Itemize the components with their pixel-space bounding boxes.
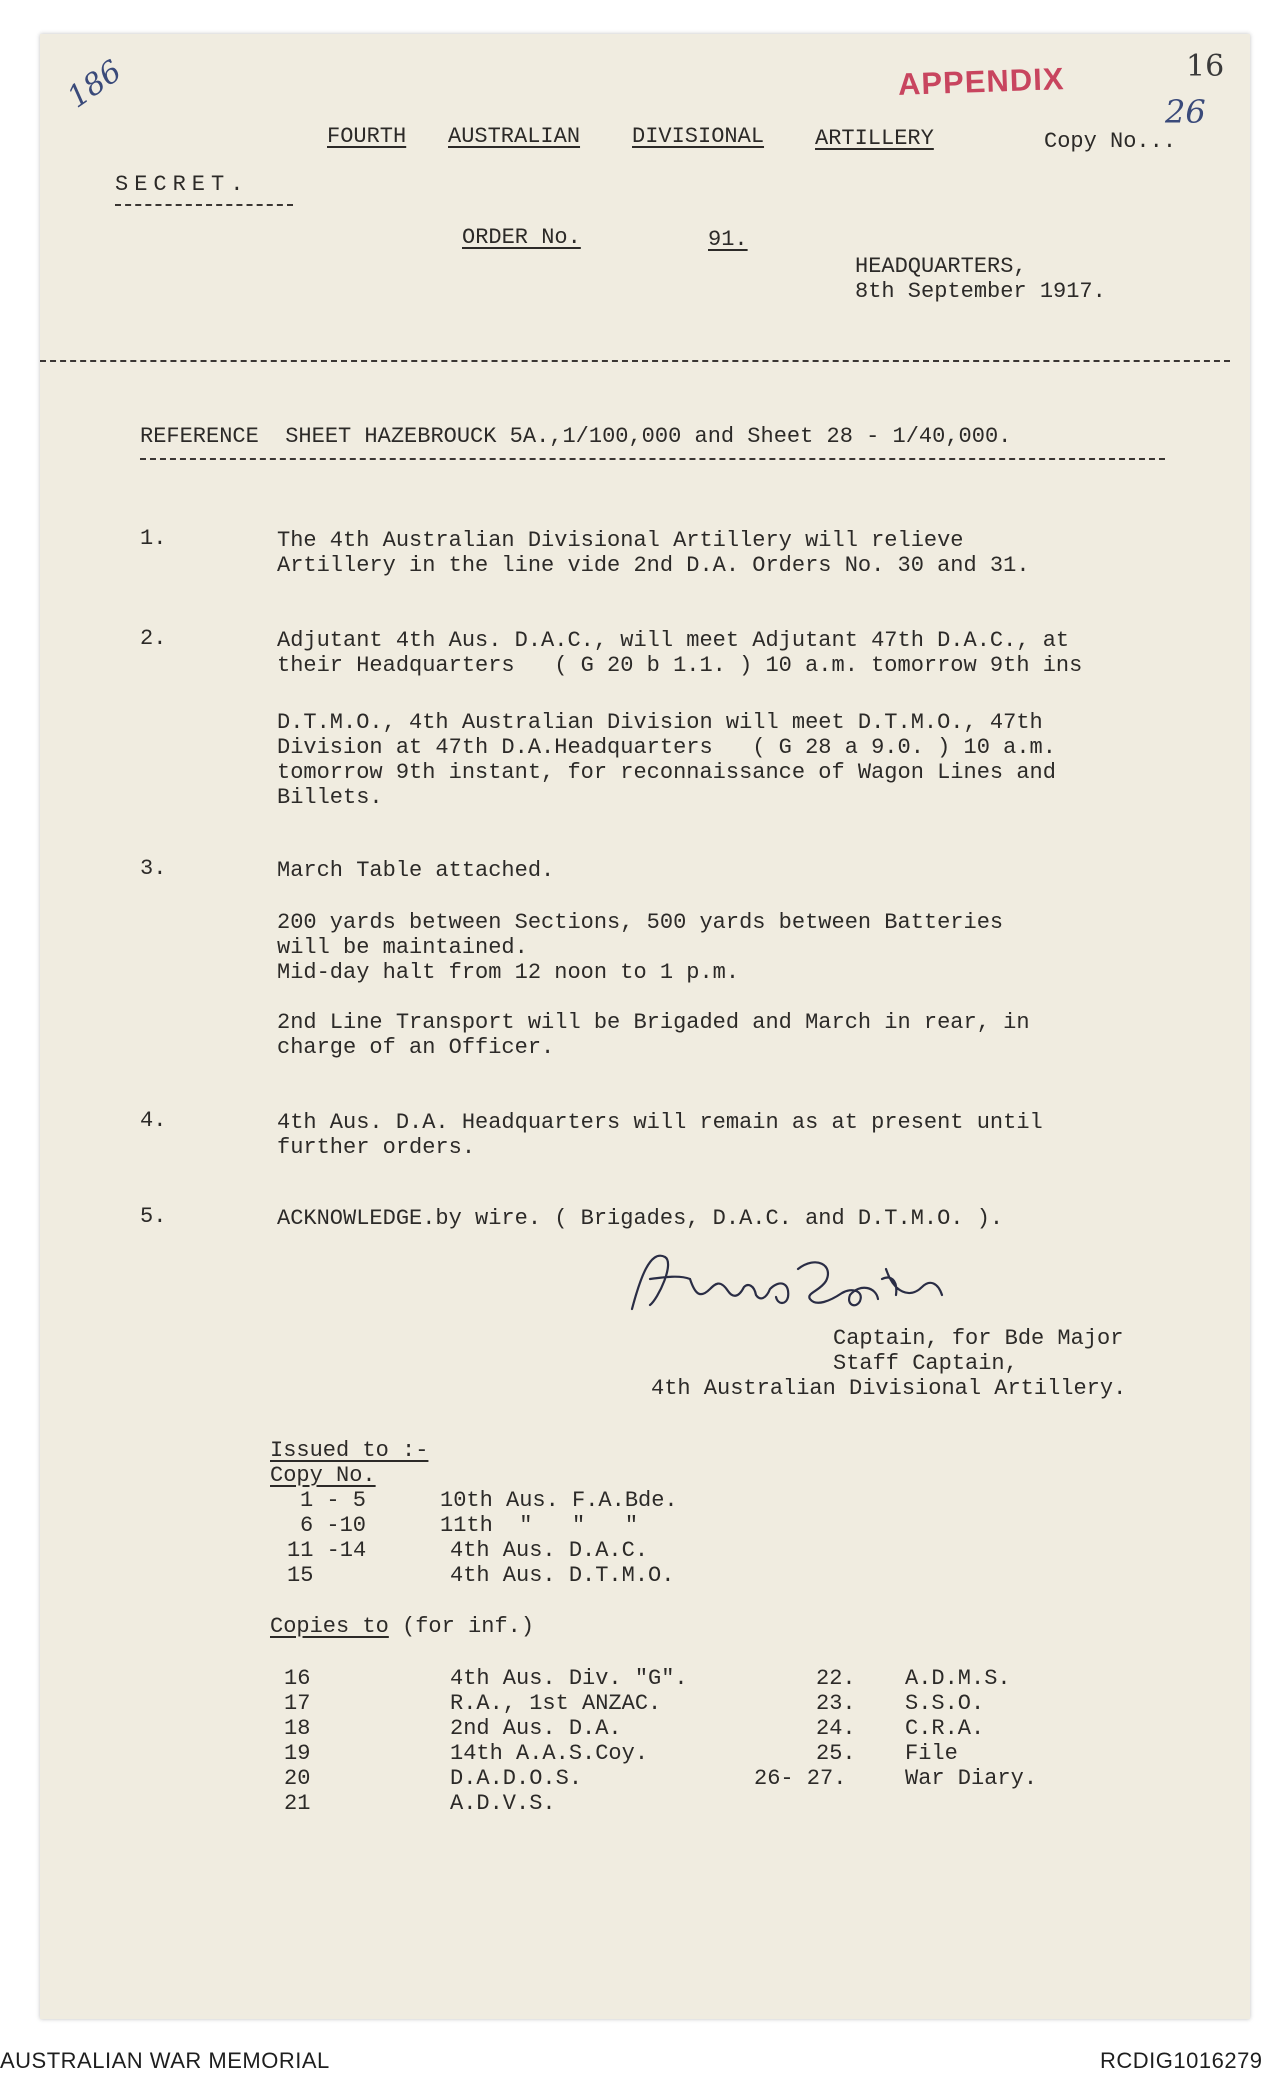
- issued-copy-no: 1 - 5: [300, 1488, 367, 1513]
- issued-subheading: Copy No.: [270, 1463, 376, 1488]
- paragraph-line: further orders.: [277, 1135, 476, 1160]
- copies-heading: [270, 1614, 534, 1639]
- reference-underline: [140, 458, 1165, 460]
- copies-right-recipient: War Diary.: [905, 1766, 1038, 1791]
- copies-right-no: 24.: [816, 1716, 856, 1741]
- copies-right-no: 23.: [816, 1691, 856, 1716]
- paragraph-line: tomorrow 9th instant, for reconnaissance of Wagon Lines and: [277, 760, 1056, 785]
- appendix-stamp: APPENDIX: [897, 61, 1066, 102]
- copies-right-no: 26- 27.: [754, 1766, 847, 1791]
- paragraph-line: Artillery in the line vide 2nd D.A. Orders No. 30 and 31.: [277, 553, 1030, 578]
- classification-underline: [115, 204, 293, 206]
- order-label: ORDER No.: [462, 225, 581, 250]
- paragraph-line: D.T.M.O., 4th Australian Division will meet D.T.M.O., 47th: [277, 710, 1043, 735]
- copies-left-no: 19: [284, 1741, 311, 1766]
- copies-right-no: 25.: [816, 1741, 856, 1766]
- paragraph-number: 2.: [140, 626, 167, 651]
- paragraph-number: 5.: [140, 1204, 167, 1229]
- paragraph-line: their Headquarters ( G 20 b 1.1. ) 10 a.m. tomorrow 9th ins: [277, 653, 1083, 678]
- copies-left-recipient: 2nd Aus. D.A.: [450, 1716, 622, 1741]
- order-number: 91.: [708, 227, 748, 252]
- issued-heading: Issued to :-: [270, 1438, 429, 1463]
- paragraph-line: charge of an Officer.: [277, 1035, 555, 1060]
- paragraph-number: 1.: [140, 526, 167, 551]
- paragraph-line: 2nd Line Transport will be Brigaded and March in rear, in: [277, 1010, 1030, 1035]
- copies-left-recipient: 14th A.A.S.Coy.: [450, 1741, 649, 1766]
- copies-right-no: 22.: [816, 1666, 856, 1691]
- issued-recipient: 10th Aus. F.A.Bde.: [440, 1488, 678, 1513]
- title-word-3: DIVISIONAL: [632, 124, 765, 149]
- reference-line: REFERENCE SHEET HAZEBROUCK 5A.,1/100,000 and Sheet 28 - 1/40,000.: [140, 424, 1012, 449]
- copies-left-no: 17: [284, 1691, 311, 1716]
- issued-recipient: 4th Aus. D.T.M.O.: [450, 1563, 675, 1588]
- header-divider: [40, 360, 1230, 362]
- copies-heading-suffix: (for inf.): [388, 1614, 535, 1639]
- copy-number: 26: [1165, 93, 1206, 131]
- copies-left-recipient: A.D.V.S.: [450, 1791, 556, 1816]
- footer-left: AUSTRALIAN WAR MEMORIAL: [0, 2048, 330, 2073]
- copies-left-recipient: D.A.D.O.S.: [450, 1766, 583, 1791]
- issued-copy-no: 11 -14: [287, 1538, 367, 1563]
- paragraph-line: Billets.: [277, 785, 383, 810]
- paragraph-line: ACKNOWLEDGE.by wire. ( Brigades, D.A.C. and D.T.M.O. ).: [277, 1206, 1004, 1231]
- copies-left-recipient: 4th Aus. Div. "G".: [450, 1666, 688, 1691]
- order-date: 8th September 1917.: [855, 279, 1106, 304]
- issued-copy-no: 15: [287, 1563, 314, 1588]
- copies-left-no: 16: [284, 1666, 311, 1691]
- paragraph-line: March Table attached.: [277, 858, 555, 883]
- title-word-4: ARTILLERY: [815, 126, 934, 151]
- paragraph-line: Adjutant 4th Aus. D.A.C., will meet Adjutant 47th D.A.C., at: [277, 628, 1070, 653]
- footer-right: RCDIG1016279: [1100, 2048, 1263, 2073]
- paragraph-line: 4th Aus. D.A. Headquarters will remain as at present until: [277, 1110, 1043, 1135]
- copies-right-recipient: File: [905, 1741, 958, 1766]
- signature-scrawl: [620, 1239, 960, 1329]
- document-page: [40, 34, 1250, 2019]
- paragraph-line: The 4th Australian Divisional Artillery will relieve: [277, 528, 964, 553]
- paragraph-number: 4.: [140, 1108, 167, 1133]
- copies-left-no: 21: [284, 1791, 311, 1816]
- copies-left-no: 18: [284, 1716, 311, 1741]
- paragraph-line: 200 yards between Sections, 500 yards between Batteries: [277, 910, 1004, 935]
- handwritten-folio: 186: [61, 53, 129, 116]
- classification: SECRET.: [115, 172, 250, 197]
- copy-label: Copy No...: [1044, 129, 1177, 154]
- hq-location: HEADQUARTERS,: [855, 254, 1027, 279]
- copies-right-recipient: S.S.O.: [905, 1691, 985, 1716]
- title-word-1: FOURTH: [327, 124, 407, 149]
- paragraph-number: 3.: [140, 856, 167, 881]
- issued-recipient: 11th " " ": [440, 1513, 639, 1538]
- copies-left-recipient: R.A., 1st ANZAC.: [450, 1691, 662, 1716]
- signature-line-1: Captain, for Bde Major: [833, 1326, 1124, 1351]
- signature-line-2: Staff Captain,: [833, 1351, 1018, 1376]
- title-word-2: AUSTRALIAN: [448, 124, 581, 149]
- paragraph-line: will be maintained.: [277, 935, 528, 960]
- copies-heading-label: Copies to: [270, 1614, 389, 1639]
- paragraph-line: Mid-day halt from 12 noon to 1 p.m.: [277, 960, 740, 985]
- copies-left-no: 20: [284, 1766, 311, 1791]
- issued-recipient: 4th Aus. D.A.C.: [450, 1538, 649, 1563]
- signature-line-3: 4th Australian Divisional Artillery.: [651, 1376, 1127, 1401]
- paragraph-line: Division at 47th D.A.Headquarters ( G 28 a 9.0. ) 10 a.m.: [277, 735, 1056, 760]
- issued-copy-no: 6 -10: [300, 1513, 367, 1538]
- page-number: 16: [1186, 49, 1225, 84]
- copies-right-recipient: C.R.A.: [905, 1716, 985, 1741]
- copies-right-recipient: A.D.M.S.: [905, 1666, 1011, 1691]
